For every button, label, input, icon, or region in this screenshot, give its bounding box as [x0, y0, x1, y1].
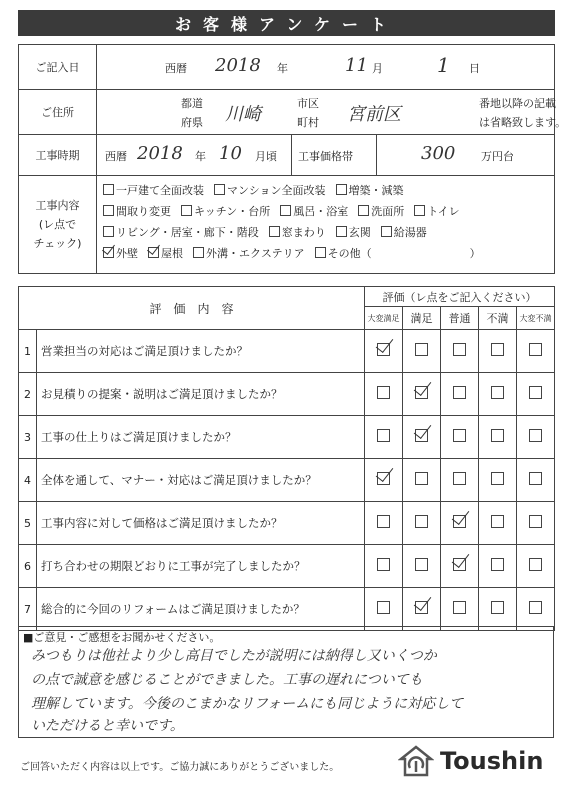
rating-checkbox[interactable] — [415, 515, 428, 528]
checkbox[interactable] — [280, 205, 291, 216]
rating-checkbox[interactable] — [529, 472, 542, 485]
work-option-label: 一戸建て全面改装 — [116, 184, 204, 197]
rating-column-header: 満足 — [403, 307, 441, 330]
comment-line-2: の点で誠意を感じることができました。工事の遅れについても — [31, 672, 423, 688]
question-text: 工事内容に対して価格はご満足頂けましたか？ — [37, 502, 365, 545]
house-logo-icon — [398, 744, 434, 778]
info-table — [18, 44, 567, 274]
price-label-cell — [291, 135, 377, 175]
question-text: 工事の仕上りはご満足頂けましたか？ — [37, 416, 365, 459]
address-note-2: は省略致します。 — [479, 116, 567, 129]
checkbox[interactable] — [103, 184, 114, 195]
comment-line-1: みつもりは他社より少し高目でしたが説明には納得し又いくつか — [31, 648, 437, 664]
question-number: 1 — [19, 330, 37, 373]
rating-checkbox[interactable] — [529, 386, 542, 399]
rating-checkbox[interactable] — [529, 515, 542, 528]
work-option[interactable] — [103, 226, 259, 239]
period-month-unit: 月頃 — [255, 150, 277, 163]
rating-checkbox[interactable] — [453, 472, 466, 485]
rating-checkbox[interactable] — [377, 558, 390, 571]
checkbox[interactable] — [193, 247, 204, 258]
city-label-1: 市区 — [297, 97, 319, 110]
work-option-label: トイレ — [427, 205, 460, 218]
work-option-label: 外壁 — [116, 247, 138, 260]
checkbox[interactable] — [181, 205, 192, 216]
address-label: ご住所 — [19, 90, 97, 135]
question-number: 7 — [19, 588, 37, 631]
rating-cell — [479, 373, 517, 416]
checkbox[interactable] — [148, 247, 159, 258]
question-text: 総合的に今回のリフォームはご満足頂けましたか？ — [37, 588, 365, 631]
price-unit: 万円台 — [481, 150, 514, 163]
rating-cell — [441, 459, 479, 502]
work-option[interactable] — [269, 226, 326, 239]
ward-value[interactable]: 宮前区 — [347, 104, 401, 125]
rating-checkbox[interactable] — [415, 601, 428, 614]
rating-checkbox[interactable] — [415, 386, 428, 399]
city-label-2: 町村 — [297, 116, 319, 129]
rating-checkbox[interactable] — [491, 601, 504, 614]
rating-cell — [479, 588, 517, 631]
rating-cell — [517, 545, 555, 588]
work-option[interactable] — [315, 247, 372, 260]
question-text: 全体を通して、マナー・対応はご満足頂けましたか？ — [37, 459, 365, 502]
checkbox[interactable] — [214, 184, 225, 195]
entry-month-value[interactable]: 11 — [345, 55, 368, 76]
rating-cell — [365, 545, 403, 588]
period-month-value[interactable]: 10 — [219, 143, 242, 164]
rating-cell — [441, 588, 479, 631]
rating-cell — [365, 330, 403, 373]
work-option-label: その他（ — [327, 247, 372, 260]
rating-cell — [479, 545, 517, 588]
rating-checkbox[interactable] — [377, 515, 390, 528]
rating-cell — [365, 502, 403, 545]
work-option[interactable] — [103, 205, 171, 218]
work-option-row — [97, 201, 554, 222]
rating-column-header: 大変満足 — [365, 307, 403, 330]
rating-cell — [365, 416, 403, 459]
entry-month-unit: 月 — [372, 62, 383, 75]
rating-checkbox[interactable] — [529, 429, 542, 442]
work-option-label: 給湯器 — [393, 226, 427, 239]
comment-line-3: 理解しています。今後のこまかなリフォームにも同じように対応して — [31, 696, 464, 712]
rating-cell — [479, 330, 517, 373]
checkbox[interactable] — [358, 205, 369, 216]
question-text: 営業担当の対応はご満足頂けましたか？ — [37, 330, 365, 373]
checkbox[interactable] — [336, 184, 347, 195]
entry-year-value[interactable]: 2018 — [215, 55, 261, 76]
question-text: 打ち合わせの期限どおりに工事が完了しましたか？ — [37, 545, 365, 588]
address-note-1: 番地以降の記載 — [479, 97, 556, 110]
rating-checkbox[interactable] — [491, 472, 504, 485]
rating-cell — [403, 459, 441, 502]
checkbox[interactable] — [336, 226, 347, 237]
evaluation-table — [18, 286, 555, 631]
checkbox[interactable] — [315, 247, 326, 258]
rating-cell — [517, 502, 555, 545]
evaluation-header: 評 価 内 容 — [19, 287, 365, 330]
rating-checkbox[interactable] — [491, 558, 504, 571]
rating-cell — [365, 588, 403, 631]
rating-cell — [403, 545, 441, 588]
entry-year-unit: 年 — [277, 62, 288, 75]
rating-checkbox[interactable] — [377, 601, 390, 614]
rating-column-header: 不満 — [479, 307, 517, 330]
work-option[interactable] — [381, 226, 427, 239]
entry-day-unit: 日 — [469, 62, 480, 75]
rating-checkbox[interactable] — [453, 601, 466, 614]
work-option-label: 外溝・エクステリア — [206, 247, 305, 260]
work-option[interactable] — [280, 205, 348, 218]
rating-checkbox[interactable] — [529, 343, 542, 356]
rating-cell — [441, 545, 479, 588]
question-row — [19, 373, 555, 416]
work-option[interactable] — [414, 205, 459, 218]
rating-checkbox[interactable] — [377, 343, 390, 356]
rating-checkbox[interactable] — [415, 429, 428, 442]
work-option-row — [97, 222, 554, 243]
checkbox[interactable] — [103, 205, 114, 216]
rating-cell — [441, 416, 479, 459]
rating-cell — [403, 502, 441, 545]
rating-cell — [403, 330, 441, 373]
work-option-label: 間取り変更 — [116, 205, 171, 218]
rating-cell — [517, 373, 555, 416]
period-era: 西暦 — [105, 150, 127, 163]
work-option-label: 洗面所 — [371, 205, 405, 218]
rating-checkbox[interactable] — [453, 343, 466, 356]
question-row — [19, 330, 555, 373]
work-option-row — [97, 243, 554, 264]
work-option[interactable] — [336, 184, 404, 197]
checkbox[interactable] — [381, 226, 392, 237]
rating-checkbox[interactable] — [491, 386, 504, 399]
rating-checkbox[interactable] — [491, 343, 504, 356]
question-row — [19, 588, 555, 631]
rating-checkbox[interactable] — [529, 558, 542, 571]
question-row — [19, 545, 555, 588]
work-option[interactable] — [358, 205, 404, 218]
rating-cell — [479, 502, 517, 545]
entry-date-label: ご記入日 — [19, 45, 97, 90]
comment-box[interactable] — [18, 626, 554, 738]
work-content-options — [97, 176, 555, 274]
rating-cell — [365, 373, 403, 416]
work-option-label: 玄関 — [348, 226, 371, 239]
rating-checkbox[interactable] — [377, 429, 390, 442]
rating-checkbox[interactable] — [377, 386, 390, 399]
rating-cell — [441, 502, 479, 545]
question-row — [19, 459, 555, 502]
rating-checkbox[interactable] — [415, 558, 428, 571]
rating-cell — [441, 373, 479, 416]
work-option[interactable] — [103, 184, 204, 197]
rating-checkbox[interactable] — [491, 429, 504, 442]
checkbox[interactable] — [103, 226, 114, 237]
toushin-logo — [398, 744, 543, 778]
work-option-label: 増築・減築 — [348, 184, 404, 197]
footer-text: ご回答いただく内容は以上です。ご協力誠にありがとうございました。 — [20, 762, 340, 773]
question-row — [19, 502, 555, 545]
rating-checkbox[interactable] — [453, 429, 466, 442]
work-option-row — [97, 180, 554, 201]
question-text: お見積りの提案・説明はご満足頂けましたか？ — [37, 373, 365, 416]
rating-checkbox[interactable] — [415, 472, 428, 485]
rating-checkbox[interactable] — [377, 472, 390, 485]
question-row — [19, 416, 555, 459]
work-content-label-1: 工事内容 — [35, 199, 80, 212]
period-year-unit: 年 — [195, 150, 206, 163]
work-option-label: 屋根 — [161, 247, 183, 260]
work-option-label: ） — [469, 247, 481, 260]
rating-checkbox[interactable] — [529, 601, 542, 614]
question-number: 6 — [19, 545, 37, 588]
work-option[interactable] — [148, 247, 183, 260]
rating-cell — [403, 373, 441, 416]
rating-checkbox[interactable] — [453, 558, 466, 571]
comment-label: ■ご意見・ご感想をお聞かせください。 — [23, 631, 221, 644]
checkbox[interactable] — [414, 205, 425, 216]
period-year-value[interactable]: 2018 — [137, 143, 183, 164]
rating-checkbox[interactable] — [415, 343, 428, 356]
city-value[interactable]: 川崎 — [225, 104, 261, 125]
rating-column-header: 普通 — [441, 307, 479, 330]
rating-checkbox[interactable] — [453, 515, 466, 528]
rating-cell — [365, 459, 403, 502]
entry-day-value[interactable]: 1 — [437, 53, 450, 77]
logo-text: Toushin — [440, 747, 544, 775]
question-number: 4 — [19, 459, 37, 502]
work-option[interactable] — [193, 247, 305, 260]
work-content-label — [19, 176, 97, 274]
rating-column-header: 大変不満 — [517, 307, 555, 330]
entry-era: 西暦 — [165, 62, 187, 75]
rating-cell — [403, 588, 441, 631]
work-option-label: マンション全面改装 — [227, 184, 326, 197]
work-option[interactable] — [336, 226, 371, 239]
work-option-label: キッチン・台所 — [194, 205, 271, 218]
rating-cell — [479, 459, 517, 502]
work-option-label: リビング・居室・廊下・階段 — [116, 226, 259, 239]
price-label: 工事価格帯 — [298, 150, 353, 163]
rating-cell — [479, 416, 517, 459]
work-content-label-3: チェック) — [33, 237, 82, 250]
question-number: 3 — [19, 416, 37, 459]
construction-period-label: 工事時期 — [19, 135, 97, 176]
comment-line-4: いただけると幸いです。 — [31, 718, 184, 734]
work-option[interactable] — [181, 205, 270, 218]
checkbox[interactable] — [103, 247, 114, 258]
work-content-label-2: (レ点で — [38, 218, 77, 231]
rating-checkbox[interactable] — [491, 515, 504, 528]
rating-cell — [517, 459, 555, 502]
rating-checkbox[interactable] — [453, 386, 466, 399]
rating-cell — [517, 416, 555, 459]
rating-cell — [517, 588, 555, 631]
work-option[interactable] — [214, 184, 326, 197]
pref-label-1: 都道 — [181, 97, 203, 110]
question-number: 5 — [19, 502, 37, 545]
work-option[interactable] — [103, 247, 138, 260]
rating-header: 評価（レ点をご記入ください） — [365, 287, 555, 307]
checkbox[interactable] — [269, 226, 280, 237]
rating-cell — [441, 330, 479, 373]
price-value[interactable]: 300 — [421, 143, 456, 164]
work-option[interactable] — [470, 247, 481, 260]
work-option-label: 窓まわり — [281, 226, 326, 239]
question-number: 2 — [19, 373, 37, 416]
page-title: お客様アンケート — [18, 10, 555, 36]
rating-cell — [517, 330, 555, 373]
rating-cell — [403, 416, 441, 459]
work-option-label: 風呂・浴室 — [293, 205, 349, 218]
pref-label-2: 府県 — [181, 116, 203, 129]
